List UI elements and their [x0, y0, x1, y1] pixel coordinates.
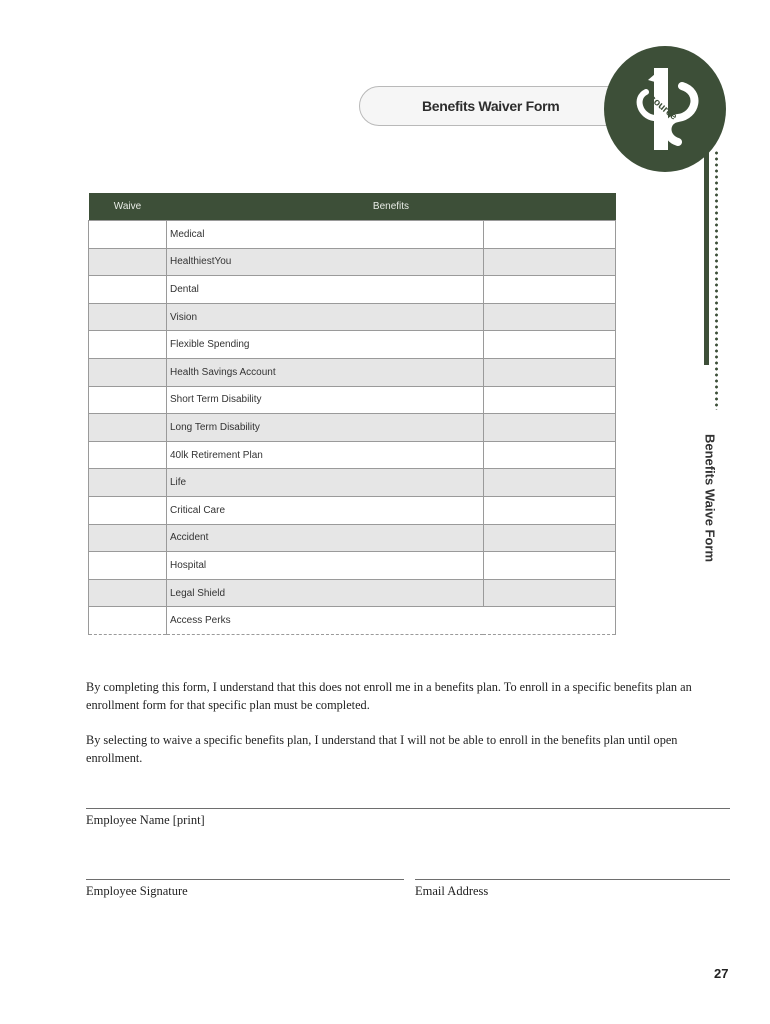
email-address-label: Email Address: [415, 884, 489, 898]
benefit-name: Life: [167, 469, 484, 497]
waive-checkbox-cell[interactable]: [89, 221, 167, 249]
notes-cell[interactable]: [483, 524, 615, 552]
side-label: Benefits Waive Form: [702, 433, 718, 563]
notes-cell[interactable]: [483, 331, 615, 359]
waive-column-header: Waive: [89, 193, 167, 221]
table-row: [89, 221, 616, 249]
waive-checkbox-cell[interactable]: [89, 414, 167, 442]
benefit-name: HealthiestYou: [167, 248, 484, 276]
waive-checkbox-cell[interactable]: [89, 386, 167, 414]
benefit-name: Flexible Spending: [167, 331, 484, 359]
notes-cell[interactable]: [483, 496, 615, 524]
notes-cell[interactable]: [483, 552, 615, 580]
waive-checkbox-cell[interactable]: [89, 469, 167, 497]
disclaimer-paragraph-2: By selecting to waive a specific benefits plan, I understand that I will not be able to enroll in the benefits plan until open enrollment.: [86, 733, 678, 765]
benefits-column-header: Benefits: [167, 193, 616, 221]
table-row: [89, 579, 616, 607]
notes-cell[interactable]: [483, 414, 615, 442]
waive-checkbox-cell[interactable]: [89, 303, 167, 331]
waive-checkbox-cell[interactable]: [89, 579, 167, 607]
email-address-field[interactable]: [415, 879, 730, 880]
table-row: [89, 303, 616, 331]
waive-checkbox-cell[interactable]: [89, 552, 167, 580]
benefit-name: Long Term Disability: [167, 414, 484, 442]
table-row: [89, 607, 616, 635]
benefit-name: Dental: [167, 276, 484, 304]
table-row: [89, 469, 616, 497]
notes-cell[interactable]: [483, 579, 615, 607]
table-header-row: [89, 193, 616, 221]
benefit-name: Vision: [167, 303, 484, 331]
logo-text: source: [646, 93, 679, 123]
table-row: [89, 358, 616, 386]
waive-checkbox-cell[interactable]: [89, 331, 167, 359]
employee-signature-label: Employee Signature: [86, 884, 188, 898]
notes-cell[interactable]: [483, 386, 615, 414]
waive-checkbox-cell[interactable]: [89, 607, 167, 635]
benefits-table: [88, 193, 616, 635]
employee-name-label: Employee Name [print]: [86, 813, 205, 827]
notes-cell[interactable]: [483, 248, 615, 276]
table-row: [89, 552, 616, 580]
page-number: 27: [714, 966, 729, 981]
decorative-bar: [704, 150, 709, 365]
form-title: Benefits Waiver Form: [422, 98, 560, 114]
waive-checkbox-cell[interactable]: [89, 276, 167, 304]
waive-checkbox-cell[interactable]: [89, 496, 167, 524]
employee-signature-field[interactable]: [86, 879, 404, 880]
waive-checkbox-cell[interactable]: [89, 358, 167, 386]
disclaimer-paragraph-1: By completing this form, I understand that this does not enroll me in a benefits plan. To enroll in a specific benefits plan an enrollment form for that specific plan must be completed.: [86, 680, 692, 712]
benefit-name: Accident: [167, 524, 484, 552]
table-row: [89, 248, 616, 276]
benefit-name: 40lk Retirement Plan: [167, 441, 484, 469]
table-row: [89, 386, 616, 414]
table-row: [89, 441, 616, 469]
notes-cell[interactable]: [483, 276, 615, 304]
table-row: [89, 276, 616, 304]
decorative-dots: [715, 150, 718, 410]
table-row: [89, 496, 616, 524]
table-row: [89, 414, 616, 442]
benefit-name: Access Perks: [167, 607, 616, 635]
table-row: [89, 331, 616, 359]
waive-checkbox-cell[interactable]: [89, 524, 167, 552]
employee-name-field[interactable]: [86, 808, 730, 809]
benefit-name: Short Term Disability: [167, 386, 484, 414]
notes-cell[interactable]: [483, 441, 615, 469]
benefit-name: Hospital: [167, 552, 484, 580]
benefit-name: Critical Care: [167, 496, 484, 524]
notes-cell[interactable]: [483, 358, 615, 386]
waive-checkbox-cell[interactable]: [89, 248, 167, 276]
benefit-name: Legal Shield: [167, 579, 484, 607]
table-row: [89, 524, 616, 552]
benefit-name: Health Savings Account: [167, 358, 484, 386]
notes-cell[interactable]: [483, 221, 615, 249]
benefit-name: Medical: [167, 221, 484, 249]
notes-cell[interactable]: [483, 469, 615, 497]
waive-checkbox-cell[interactable]: [89, 441, 167, 469]
notes-cell[interactable]: [483, 303, 615, 331]
